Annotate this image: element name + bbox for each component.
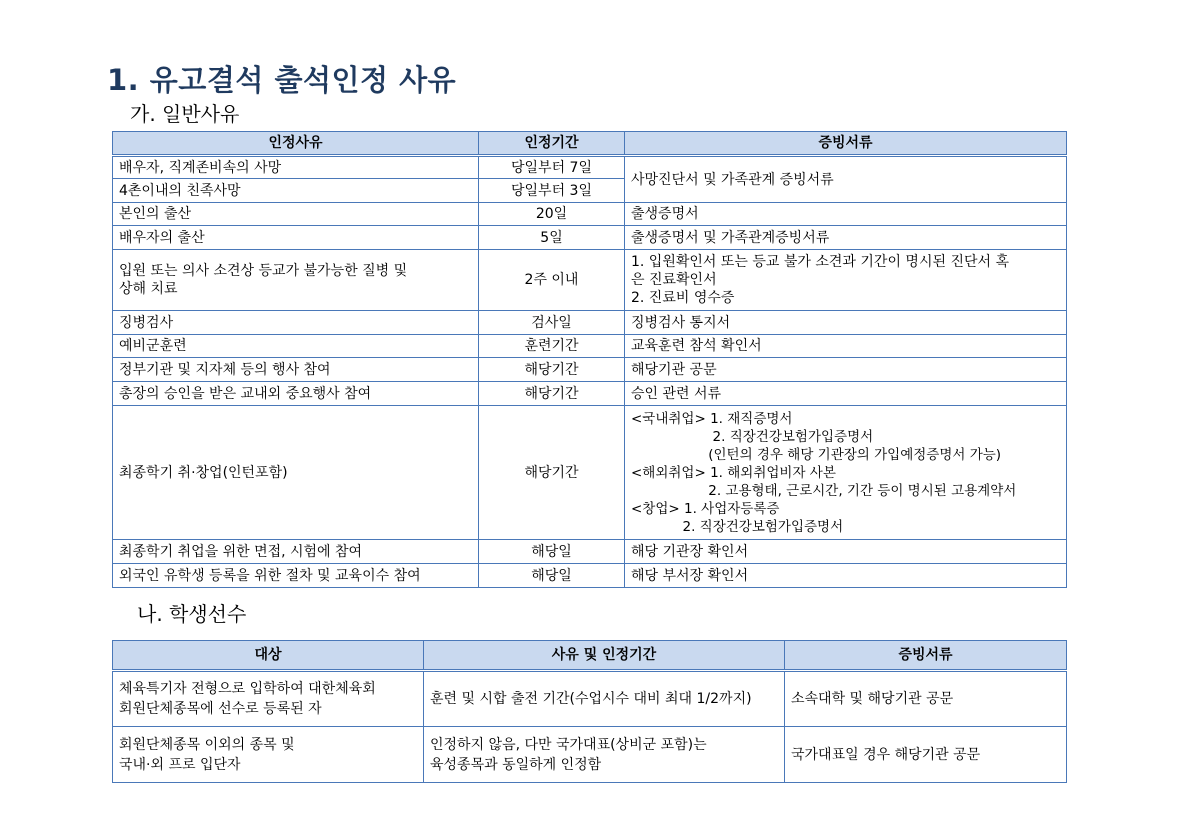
docs-cell: 국가대표일 경우 해당기관 공문: [785, 727, 1067, 783]
period-cell: 훈련 및 시합 출전 기간(수업시수 대비 최대 1/2까지): [424, 671, 785, 727]
docs-cell: 출생증명서: [625, 203, 1067, 226]
table-row: [113, 564, 1067, 588]
header-reason: 인정사유: [113, 132, 479, 156]
docs-cell: 해당 기관장 확인서: [625, 540, 1067, 564]
docs-cell: 1. 입원확인서 또는 등교 불가 소견과 기간이 명시된 진단서 혹 은 진료확인서 2. 진료비 영수증: [625, 250, 1067, 311]
docs-cell: 사망진단서 및 가족관계 증빙서류: [625, 156, 1067, 203]
period-cell: 해당기간: [479, 382, 625, 406]
student-athlete-table: [112, 640, 1067, 783]
period-cell: 5일: [479, 226, 625, 250]
table-row: [113, 311, 1067, 335]
header-target: 대상: [113, 641, 424, 671]
table-row: [113, 540, 1067, 564]
period-cell: 2주 이내: [479, 250, 625, 311]
period-cell: 훈련기간: [479, 335, 625, 358]
header-docs: 증빙서류: [625, 132, 1067, 156]
period-cell: 해당일: [479, 564, 625, 588]
period-cell: 검사일: [479, 311, 625, 335]
period-cell: 인정하지 않음, 다만 국가대표(상비군 포함)는 육성종목과 동일하게 인정함: [424, 727, 785, 783]
reason-cell: 예비군훈련: [113, 335, 479, 358]
docs-cell: 소속대학 및 해당기관 공문: [785, 671, 1067, 727]
table-row: [113, 203, 1067, 226]
header-period: 사유 및 인정기간: [424, 641, 785, 671]
reason-cell: 배우자의 출산: [113, 226, 479, 250]
reason-cell: 본인의 출산: [113, 203, 479, 226]
target-cell: 회원단체종목 이외의 종목 및 국내·외 프로 입단자: [113, 727, 424, 783]
period-cell: 해당일: [479, 540, 625, 564]
period-cell: 당일부터 7일: [479, 156, 625, 179]
reason-cell: 최종학기 취·창업(인턴포함): [113, 406, 479, 540]
docs-cell: 출생증명서 및 가족관계증빙서류: [625, 226, 1067, 250]
table-row: [113, 226, 1067, 250]
docs-cell: 승인 관련 서류: [625, 382, 1067, 406]
target-cell: 체육특기자 전형으로 입학하여 대한체육회 회원단체종목에 선수로 등록된 자: [113, 671, 424, 727]
table-row: [113, 671, 1067, 727]
table-row: [113, 727, 1067, 783]
header-docs: 증빙서류: [785, 641, 1067, 671]
docs-cell: 해당기관 공문: [625, 358, 1067, 382]
table-row: [113, 358, 1067, 382]
table-row: [113, 250, 1067, 311]
docs-cell: 교육훈련 참석 확인서: [625, 335, 1067, 358]
reason-cell: 정부기관 및 지자체 등의 행사 참여: [113, 358, 479, 382]
header-period: 인정기간: [479, 132, 625, 156]
table-row: [113, 382, 1067, 406]
general-reasons-table: [112, 131, 1067, 588]
docs-cell: 해당 부서장 확인서: [625, 564, 1067, 588]
section-a-title: 가. 일반사유: [130, 102, 240, 126]
section-b-title: 나. 학생선수: [137, 602, 247, 626]
page-title: 1. 유고결석 출석인정 사유: [107, 63, 457, 97]
reason-cell: 최종학기 취업을 위한 면접, 시험에 참여: [113, 540, 479, 564]
reason-cell: 배우자, 직계존비속의 사망: [113, 156, 479, 179]
table-header-row: [113, 641, 1067, 671]
reason-cell: 입원 또는 의사 소견상 등교가 불가능한 질병 및 상해 치료: [113, 250, 479, 311]
docs-cell: 징병검사 통지서: [625, 311, 1067, 335]
table-row: [113, 406, 1067, 540]
period-cell: 20일: [479, 203, 625, 226]
period-cell: 해당기간: [479, 406, 625, 540]
table-row: [113, 156, 1067, 179]
reason-cell: 총장의 승인을 받은 교내외 중요행사 참여: [113, 382, 479, 406]
table-header-row: [113, 132, 1067, 156]
docs-cell: <국내취업> 1. 재직증명서 2. 직장건강보험가입증명서 (인턴의 경우 해당 기관장의 가입예정증명서 가능) <해외취업> 1. 해외취업비자 사본 2. 고용형태, 근로시간, 기간 등이 명시된 고용계약서 <창업> 1. 사업자등록증 2. 직장건강보험가입증명서: [625, 406, 1067, 540]
reason-cell: 징병검사: [113, 311, 479, 335]
table-row: [113, 335, 1067, 358]
reason-cell: 4촌이내의 친족사망: [113, 179, 479, 203]
period-cell: 해당기간: [479, 358, 625, 382]
reason-cell: 외국인 유학생 등록을 위한 절차 및 교육이수 참여: [113, 564, 479, 588]
period-cell: 당일부터 3일: [479, 179, 625, 203]
